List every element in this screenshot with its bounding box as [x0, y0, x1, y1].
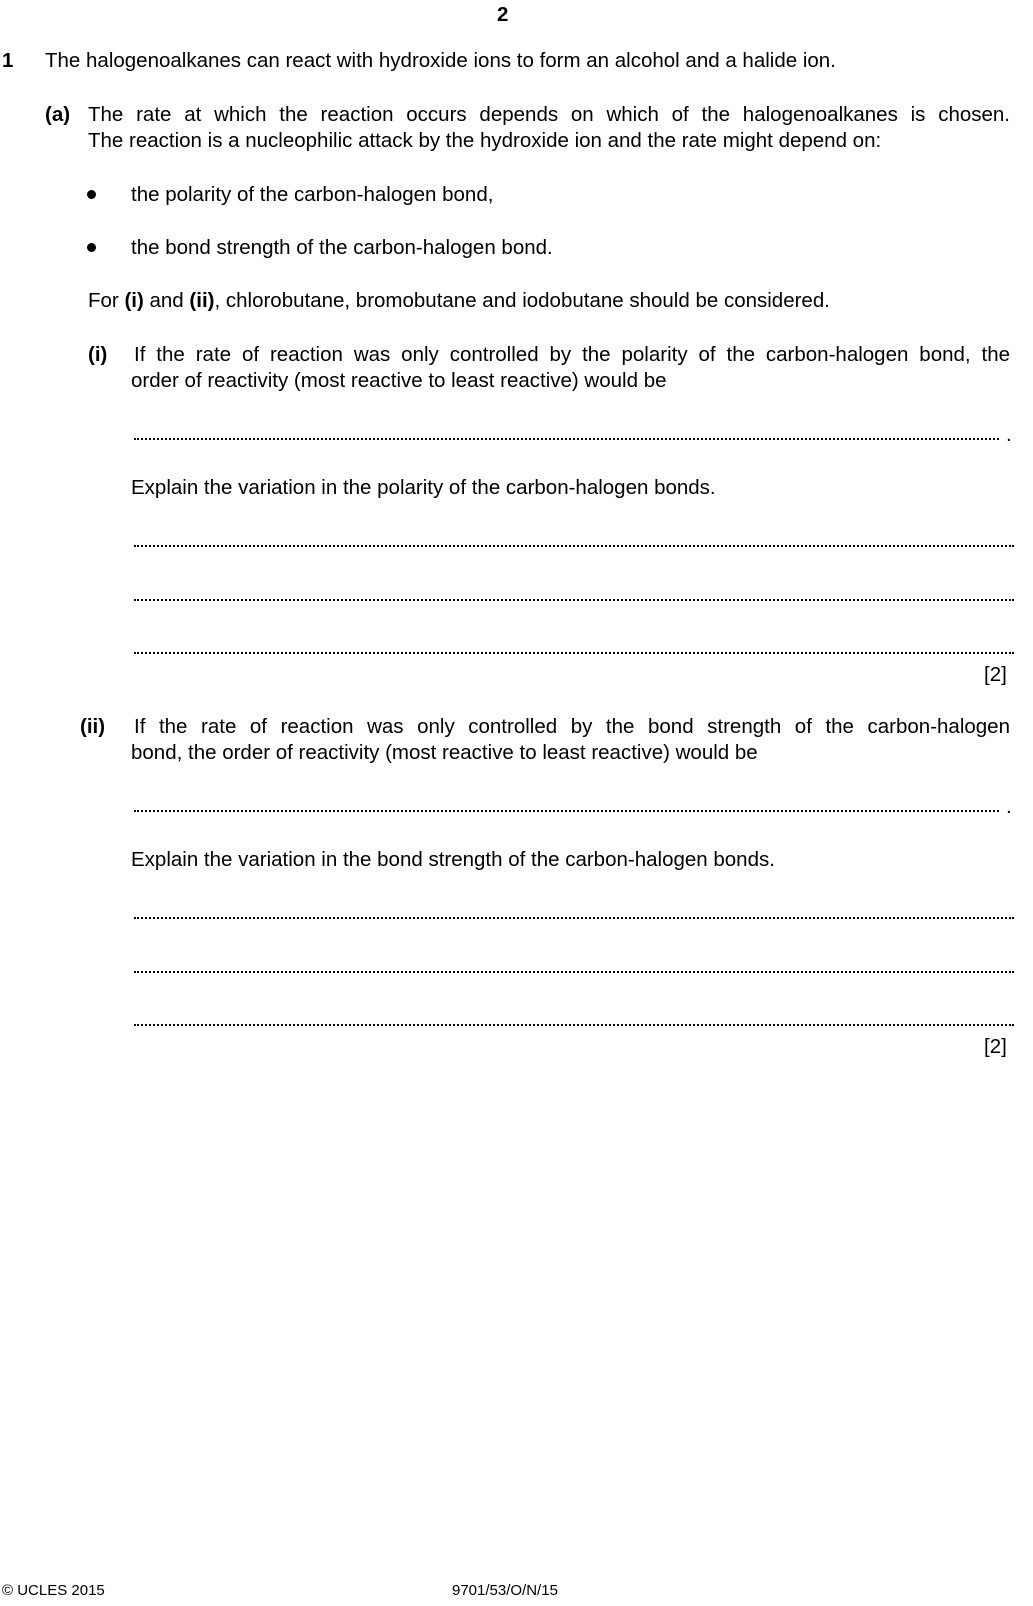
- footer-copyright: © UCLES 2015: [2, 1582, 105, 1599]
- sub-ii-text-line1: If the rate of reaction was only controlled by the bond strength of the carbon-halogen: [134, 715, 1010, 738]
- answer-line-explain-ii-3[interactable]: [134, 1020, 1014, 1026]
- part-a-instruction: For (i) and (ii), chlorobutane, bromobutane and iodobutane should be considered.: [88, 289, 830, 312]
- sub-i-marks: [2]: [984, 663, 1007, 686]
- question-stem: The halogenoalkanes can react with hydroxide ions to form an alcohol and a halide ion.: [45, 49, 836, 72]
- sub-i-text-line1: If the rate of reaction was only controlled by the polarity of the carbon-halogen bond, the: [134, 343, 1010, 366]
- sub-i-explain-prompt: Explain the variation in the polarity of the carbon-halogen bonds.: [131, 476, 716, 499]
- page-number: 2: [497, 3, 509, 26]
- answer-line-explain-i-3[interactable]: [134, 648, 1014, 654]
- bullet-icon: [87, 190, 96, 199]
- answer-line-order-i[interactable]: [134, 434, 999, 440]
- answer-line-explain-i-2[interactable]: [134, 595, 1014, 601]
- answer-line-explain-i-1[interactable]: [134, 541, 1014, 547]
- bullet-item-bond-strength: the bond strength of the carbon-halogen bond.: [131, 236, 553, 259]
- answer-line-end-dot: .: [1006, 795, 1012, 818]
- sub-i-label: (i): [88, 343, 108, 366]
- answer-line-explain-ii-2[interactable]: [134, 967, 1014, 973]
- footer-paper-code: 9701/53/O/N/15: [452, 1582, 558, 1599]
- question-number: 1: [2, 49, 14, 72]
- answer-line-end-dot: .: [1006, 423, 1012, 446]
- sub-ii-label: (ii): [80, 715, 106, 738]
- part-a-label: (a): [45, 103, 71, 126]
- sub-i-text-line2: order of reactivity (most reactive to least reactive) would be: [131, 369, 667, 392]
- answer-line-order-ii[interactable]: [134, 806, 999, 812]
- part-a-text-line1: The rate at which the reaction occurs depends on which of the halogenoalkanes is chosen.: [88, 103, 1010, 126]
- sub-ii-text-line2: bond, the order of reactivity (most reactive to least reactive) would be: [131, 741, 758, 764]
- sub-ii-explain-prompt: Explain the variation in the bond strength of the carbon-halogen bonds.: [131, 848, 775, 871]
- bullet-icon: [87, 243, 96, 252]
- bullet-item-polarity: the polarity of the carbon-halogen bond,: [131, 183, 494, 206]
- answer-line-explain-ii-1[interactable]: [134, 913, 1014, 919]
- sub-ii-marks: [2]: [984, 1035, 1007, 1058]
- part-a-text-line2: The reaction is a nucleophilic attack by the hydroxide ion and the rate might depend on:: [88, 129, 882, 152]
